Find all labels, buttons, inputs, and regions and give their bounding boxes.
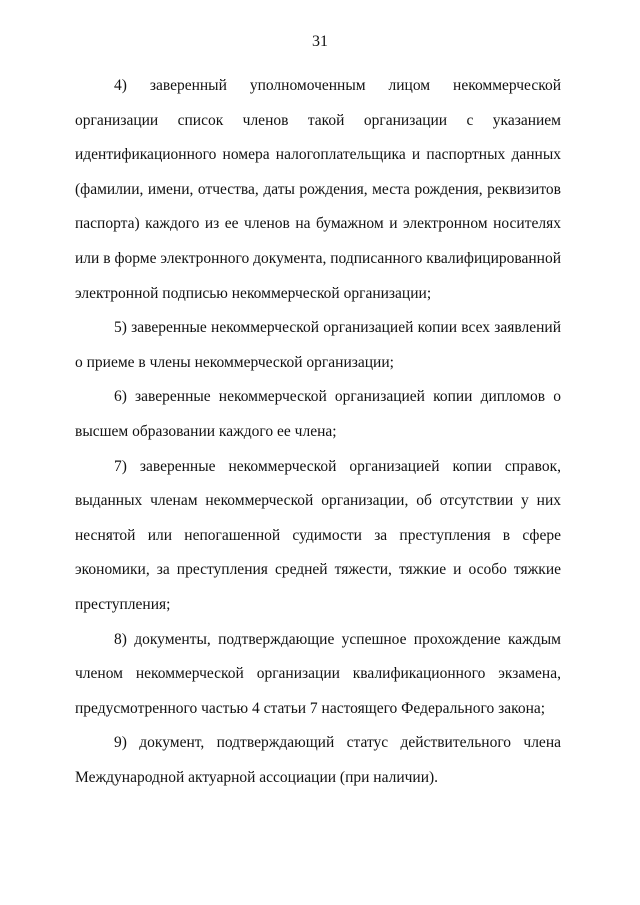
paragraph-item-6: 6) заверенные некоммерческой организацией копии дипломов о высшем образовании каждого ее члена; (75, 388, 561, 440)
paragraph-item-4: 4) заверенный уполномоченным лицом некоммерческой организации список членов такой организации с указанием идентификационного номера налогоплательщика и паспортных данных (фамилии, имени, отчества, даты рождения, места рождения, реквизитов паспорта) каждого из ее членов на бумажном и электронном носителях или в форме электронного документа, подписанного квалифицированной электронной подписью некоммерческой организации; (75, 77, 561, 302)
paragraph-item-7: 7) заверенные некоммерческой организацией копии справок, выданных членам некоммерческой организации, об отсутствии у них неснятой или непогашенной судимости за преступления в сфере экономики, за преступления средней тяжести, тяжкие и особо тяжкие преступления; (75, 457, 561, 613)
page-number: 31 (312, 33, 328, 50)
paragraph-item-9: 9) документ, подтверждающий статус действительного члена Международной актуарной ассоциации (при наличии). (75, 734, 561, 786)
paragraph-item-5: 5) заверенные некоммерческой организацией копии всех заявлений о приеме в члены некоммерческой организации; (75, 319, 561, 371)
document-body (75, 69, 561, 795)
paragraph-item-8: 8) документы, подтверждающие успешное прохождение каждым членом некоммерческой организации квалификационного экзамена, предусмотренного частью 4 статьи 7 настоящего Федерального закона; (75, 630, 561, 717)
